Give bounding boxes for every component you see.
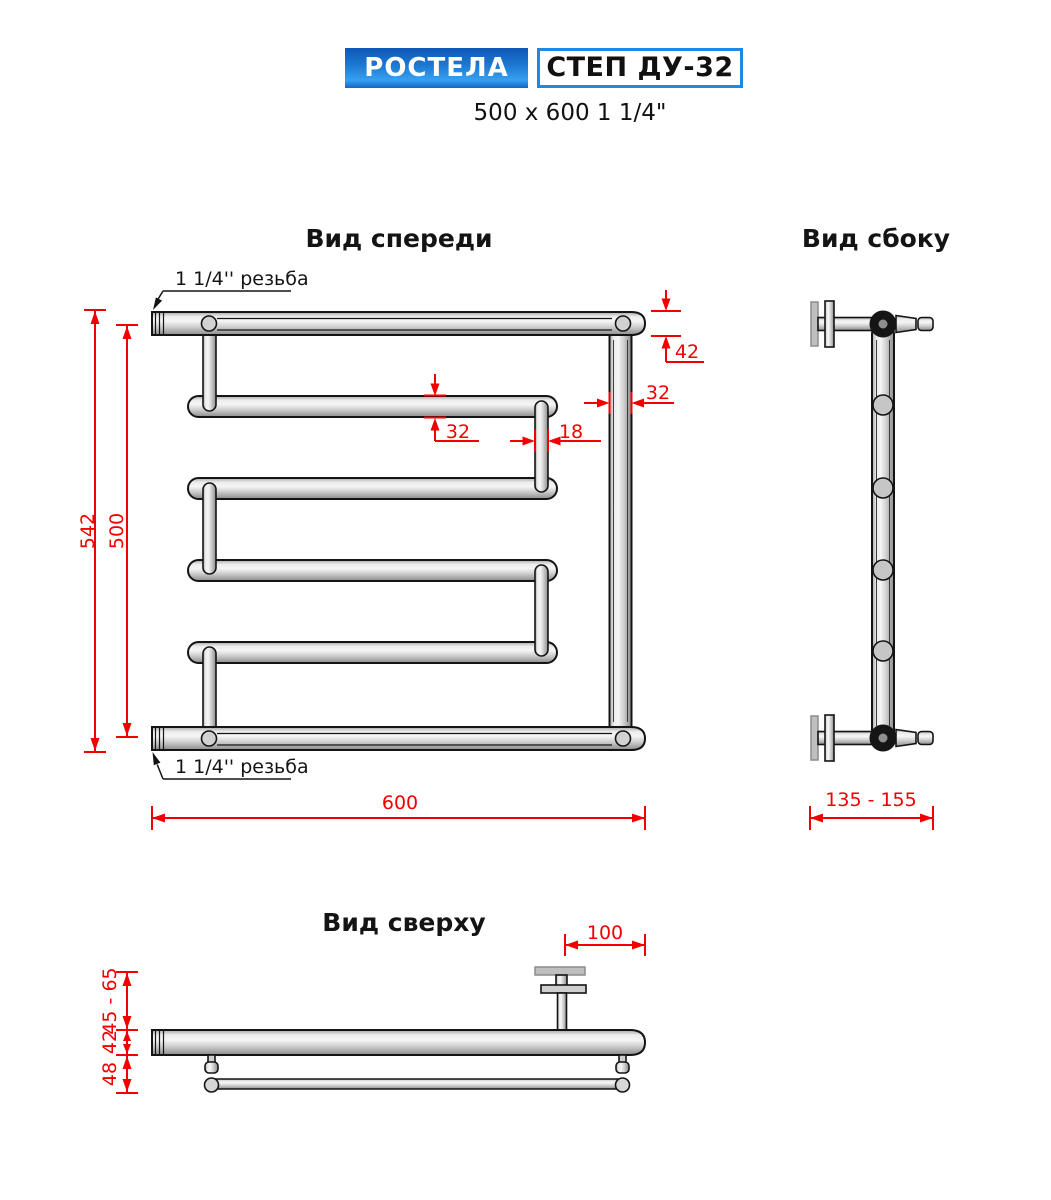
- size-label: 500 x 600 1 1/4": [473, 100, 667, 126]
- side-wall-plate-bottom: [811, 716, 818, 760]
- top-bracket: [535, 967, 586, 1031]
- side-joint-1: [873, 395, 893, 415]
- dim-bracket-offset: [565, 922, 645, 956]
- dim-18-value: 18: [558, 421, 584, 443]
- dim-32-rung-value: 32: [445, 421, 471, 443]
- top-rung-connector-right: [616, 1055, 630, 1092]
- front-rungs: [188, 396, 557, 663]
- dim-42-value: 42: [674, 341, 700, 363]
- top-collector: [152, 1030, 645, 1055]
- front-jumper-left-2: [203, 483, 216, 574]
- side-view: [802, 224, 950, 830]
- side-elbow-bottom-center: [879, 734, 888, 743]
- front-top-collector: [152, 312, 645, 335]
- dim-stack-left: [99, 967, 138, 1093]
- front-joint-bottom-right: [616, 731, 631, 746]
- brand-badge: РОСТЕЛА: [345, 48, 528, 88]
- top-flange: [541, 985, 586, 993]
- dim-jumper-diameter: [510, 421, 601, 452]
- side-wall-plate-top: [811, 302, 818, 346]
- side-riser-pipe: [872, 324, 894, 742]
- top-rung-connector-left: [205, 1055, 219, 1092]
- dim-32-riser-value: 32: [645, 382, 671, 404]
- top-wall-plate: [535, 967, 585, 975]
- front-riser-pipe: [610, 321, 632, 741]
- thread-callout-top: [153, 268, 309, 310]
- top-connector-ball-right: [616, 1078, 630, 1092]
- thread-label-bottom: 1 1/4'' резьба: [175, 756, 309, 778]
- side-view-title: Вид сбоку: [801, 224, 951, 253]
- front-collectors: [152, 312, 645, 750]
- dim-collector-diameter: [651, 290, 704, 363]
- front-joint-top-right: [616, 316, 631, 331]
- dim-135-155-value: 135 - 155: [825, 789, 917, 811]
- top-view-title: Вид сверху: [322, 908, 486, 937]
- front-rung-1: [188, 396, 557, 417]
- top-connector-ball-left: [205, 1078, 219, 1092]
- front-bottom-collector: [152, 727, 645, 750]
- side-flange-top: [825, 301, 834, 347]
- thread-label-top: 1 1/4'' резьба: [175, 268, 309, 290]
- dim-542-value: 542: [77, 512, 99, 550]
- dim-48-value: 48: [99, 1061, 121, 1087]
- dim-500-value: 500: [106, 512, 128, 550]
- front-jumper-right-1: [535, 401, 548, 492]
- front-riser: [610, 321, 632, 741]
- front-joint-bottom-left: [202, 731, 217, 746]
- front-view: [77, 224, 704, 830]
- front-jumper-right-2: [535, 565, 548, 656]
- front-view-title: Вид спереди: [305, 224, 493, 253]
- side-flange-bottom: [825, 715, 834, 761]
- front-jumpers: [203, 320, 548, 742]
- dim-overall-height: [77, 310, 106, 752]
- model-badge: СТЕП ДУ-32: [537, 48, 743, 88]
- front-rung-2: [188, 478, 557, 499]
- side-fitting-nut-top: [918, 318, 933, 331]
- top-rung: [205, 1079, 629, 1089]
- front-rung-3: [188, 560, 557, 581]
- front-joint-top-left: [202, 316, 217, 331]
- side-joint-3: [873, 560, 893, 580]
- top-connector-collar-right: [616, 1062, 629, 1073]
- side-joint-4: [873, 641, 893, 661]
- front-rung-4: [188, 642, 557, 663]
- dim-width: [152, 792, 645, 830]
- side-joint-2: [873, 478, 893, 498]
- dim-wall-distance: [810, 789, 933, 830]
- side-fitting-nut-bottom: [918, 732, 933, 745]
- dim-45-65-value: 45 - 65: [99, 967, 121, 1035]
- dim-42-top-value: 42: [99, 1029, 121, 1055]
- dim-600-value: 600: [381, 792, 419, 814]
- dim-100-value: 100: [586, 922, 624, 944]
- side-elbow-top-center: [879, 320, 888, 329]
- top-bracket-stem-lower: [558, 993, 567, 1031]
- top-view: [99, 908, 645, 1093]
- thread-callout-bottom: [153, 752, 309, 779]
- side-fitting-cone-top: [896, 316, 916, 333]
- dim-axis-height: [106, 325, 138, 737]
- top-connector-collar-left: [205, 1062, 218, 1073]
- side-fitting-cone-bottom: [896, 730, 916, 747]
